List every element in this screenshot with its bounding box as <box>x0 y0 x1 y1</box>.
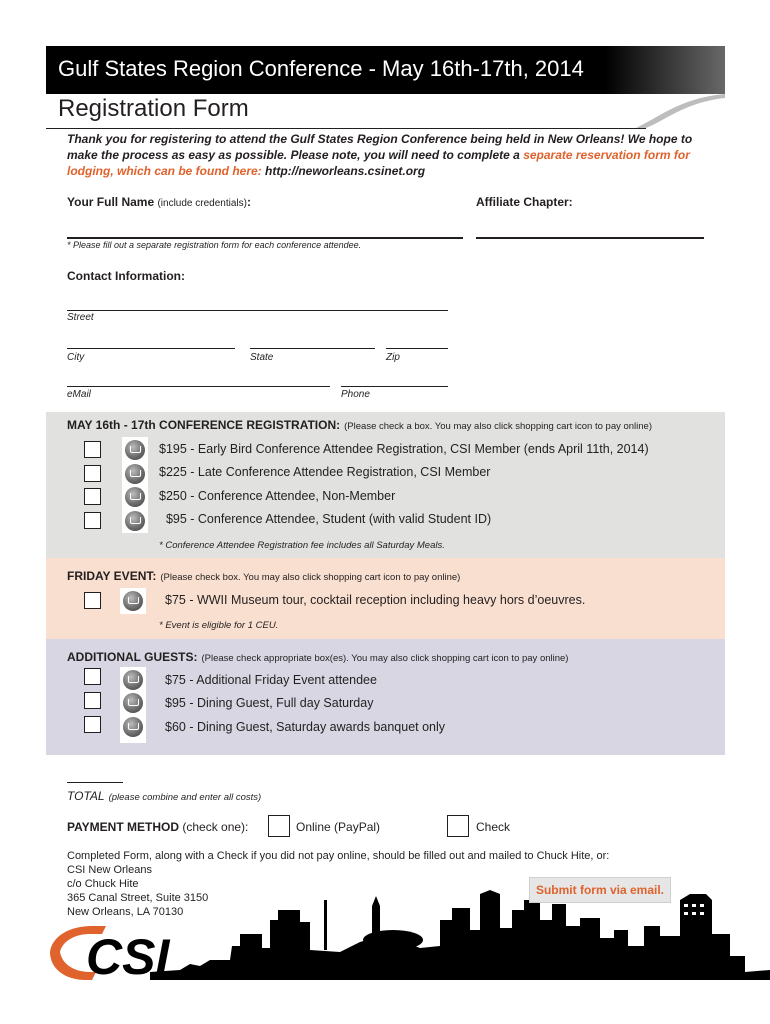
name-footnote: * Please fill out a separate registration form for each conference attendee. <box>67 240 362 250</box>
submit-email-button[interactable]: Submit form via email. <box>529 877 671 903</box>
friday-footnote: * Event is eligible for 1 CEU. <box>159 620 279 631</box>
city-caption: City <box>67 352 85 363</box>
friday-heading: FRIDAY EVENT: (Please check box. You may also click shopping cart icon to pay online) <box>67 569 461 583</box>
shopping-cart-icon[interactable] <box>125 464 145 484</box>
shopping-cart-icon[interactable] <box>125 511 145 531</box>
phone-caption: Phone <box>341 389 370 400</box>
check-option-label: Check <box>476 820 511 834</box>
state-field[interactable] <box>250 348 375 349</box>
state-caption: State <box>250 352 274 363</box>
guests-heading: ADDITIONAL GUESTS: (Please check appropriate box(es). You may also click shopping cart icon to pay online) <box>67 650 569 664</box>
lodging-note: separate reservation form for lodging, which can be found here: <box>67 148 690 178</box>
conference-option-4-label: $95 - Conference Attendee, Student (with valid Student ID) <box>159 512 492 526</box>
mailing-instructions: Completed Form, along with a Check if you did not pay online, should be filled out and mailed to Chuck Hite, or: <box>67 850 610 862</box>
conference-heading: MAY 16th - 17th CONFERENCE REGISTRATION: (Please check a box. You may also click shopping cart icon to pay online) <box>67 418 653 432</box>
mailing-line: New Orleans, LA 70130 <box>67 906 184 918</box>
conference-option-2-label: $225 - Late Conference Attendee Registration, CSI Member <box>159 465 491 479</box>
mailing-info <box>67 849 609 919</box>
friday-option-1-checkbox[interactable] <box>84 592 101 609</box>
payment-method-label: PAYMENT METHOD (check one): <box>67 820 249 834</box>
street-field[interactable] <box>67 310 448 311</box>
conference-option-4-checkbox[interactable] <box>84 512 101 529</box>
paypal-checkbox[interactable] <box>268 815 290 837</box>
total-field[interactable] <box>67 782 123 783</box>
lodging-link[interactable]: http://neworleans.csinet.org <box>261 164 426 178</box>
zip-caption: Zip <box>386 352 400 363</box>
email-field[interactable] <box>67 386 330 387</box>
shopping-cart-icon[interactable] <box>125 487 145 507</box>
guests-option-1-label: $75 - Additional Friday Event attendee <box>165 673 377 687</box>
affiliate-chapter-field[interactable] <box>476 237 704 239</box>
paypal-option-label: Online (PayPal) <box>296 820 381 834</box>
affiliate-chapter-label: Affiliate Chapter: <box>476 195 573 209</box>
shopping-cart-icon[interactable] <box>123 717 143 737</box>
conference-option-1-checkbox[interactable] <box>84 441 101 458</box>
mailing-line: c/o Chuck Hite <box>67 878 139 890</box>
guests-option-1-checkbox[interactable] <box>84 668 101 685</box>
conference-option-2-checkbox[interactable] <box>84 465 101 482</box>
form-subtitle: Registration Form <box>58 95 249 122</box>
conference-option-3-label: $250 - Conference Attendee, Non-Member <box>159 489 396 503</box>
guests-option-2-checkbox[interactable] <box>84 692 101 709</box>
conference-option-3-checkbox[interactable] <box>84 488 101 505</box>
shopping-cart-icon[interactable] <box>123 670 143 690</box>
full-name-label: Your Full Name (include credentials): <box>67 195 251 209</box>
intro-paragraph: Thank you for registering to attend the Gulf States Region Conference being held in New Orleans! We hope to make the process as easy as possible. Please note, you will need to complete a separate reservation form for lodging, which can be found here: http://neworleans.csinet.org <box>67 132 693 178</box>
phone-field[interactable] <box>341 386 448 387</box>
city-field[interactable] <box>67 348 235 349</box>
shopping-cart-icon[interactable] <box>123 693 143 713</box>
total-label: TOTAL (please combine and enter all costs) <box>67 789 262 803</box>
shopping-cart-icon[interactable] <box>123 591 143 611</box>
guests-option-3-checkbox[interactable] <box>84 716 101 733</box>
conference-footnote: * Conference Attendee Registration fee includes all Saturday Meals. <box>159 540 445 551</box>
guests-option-2-label: $95 - Dining Guest, Full day Saturday <box>165 696 374 710</box>
csi-logo <box>46 922 178 980</box>
mailing-line: 365 Canal Street, Suite 3150 <box>67 892 209 904</box>
conference-option-1-label: $195 - Early Bird Conference Attendee Registration, CSI Member (ends April 11th, 2014) <box>159 442 649 456</box>
csi-logo-text: CSI <box>86 929 170 980</box>
contact-info-label: Contact Information: <box>67 269 185 283</box>
check-checkbox[interactable] <box>447 815 469 837</box>
friday-option-1-label: $75 - WWII Museum tour, cocktail reception including heavy hors d’oeuvres. <box>165 593 586 607</box>
zip-field[interactable] <box>386 348 448 349</box>
full-name-field[interactable] <box>67 237 463 239</box>
mailing-line: CSI New Orleans <box>67 864 152 876</box>
guests-option-3-label: $60 - Dining Guest, Saturday awards banquet only <box>165 720 446 734</box>
street-caption: Street <box>67 312 94 323</box>
shopping-cart-icon[interactable] <box>125 440 145 460</box>
page-title: Gulf States Region Conference - May 16th-17th, 2014 <box>58 56 584 81</box>
email-caption: eMail <box>67 389 91 400</box>
